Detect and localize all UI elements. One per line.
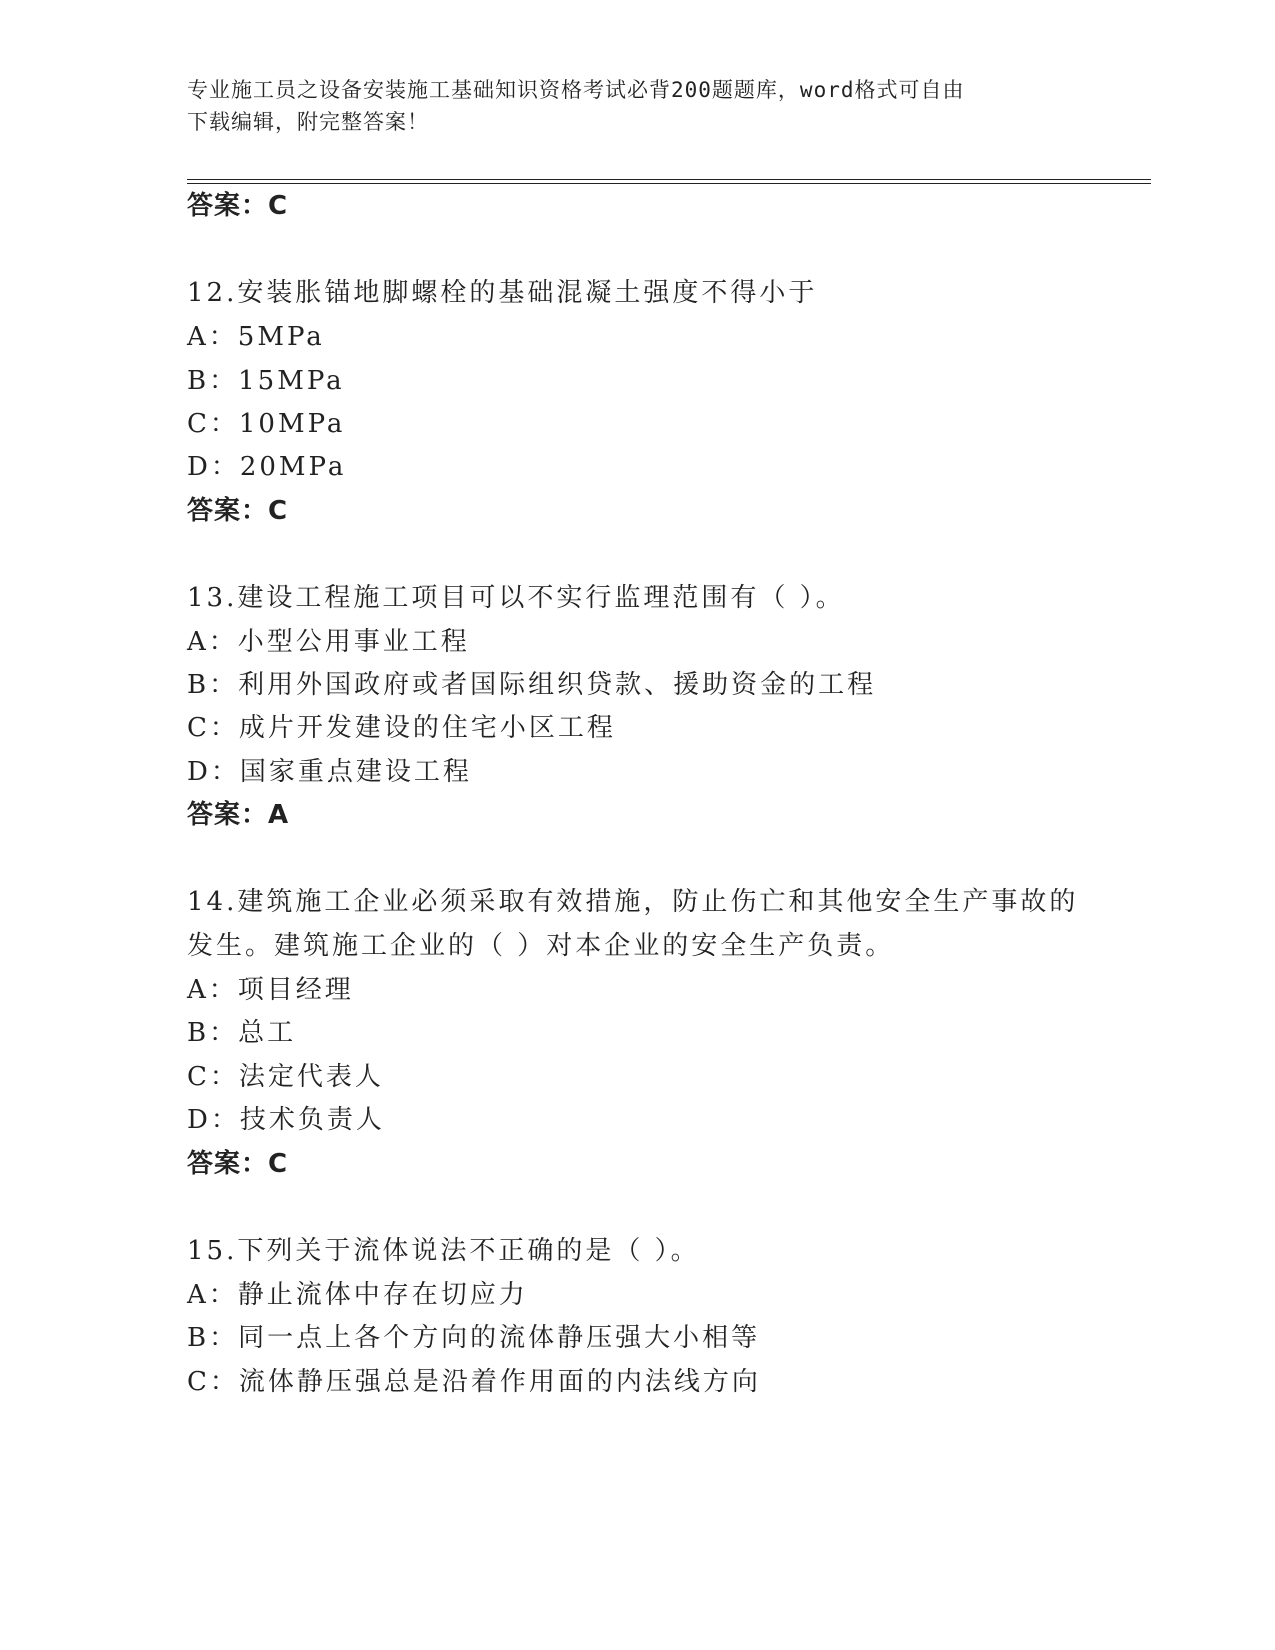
question-13-stem: 13.建设工程施工项目可以不实行监理范围有（ ）。	[187, 583, 845, 613]
question-14-stem-line-1: 14.建筑施工企业必须采取有效措施，防止伤亡和其他安全生产事故的	[187, 887, 1079, 917]
question-14-answer: 答案：C	[187, 1149, 289, 1179]
question-12-stem: 12.安装胀锚地脚螺栓的基础混凝土强度不得小于	[187, 278, 818, 308]
question-12-option-d: D：20MPa	[187, 452, 347, 482]
question-15-option-a: A：静止流体中存在切应力	[187, 1280, 528, 1310]
header-divider-top	[187, 179, 1151, 180]
question-13-option-a: A：小型公用事业工程	[187, 627, 470, 657]
document-header	[187, 74, 1087, 138]
question-14-option-d: D：技术负责人	[187, 1105, 385, 1135]
prev-answer: 答案：C	[187, 191, 289, 221]
header-line-2: 下载编辑，附完整答案！	[187, 110, 429, 134]
question-12-answer: 答案：C	[187, 496, 289, 526]
header-divider-bottom	[187, 183, 1151, 184]
question-14-option-a: A：项目经理	[187, 975, 354, 1005]
question-12-option-b: B：15MPa	[187, 366, 345, 396]
question-13-option-c: C：成片开发建设的住宅小区工程	[187, 713, 616, 743]
question-14-stem-line-2: 发生。建筑施工企业的（ ）对本企业的安全生产负责。	[187, 931, 895, 961]
question-12-option-a: A：5MPa	[187, 322, 325, 352]
question-15-option-b: B：同一点上各个方向的流体静压强大小相等	[187, 1323, 761, 1353]
question-13-answer: 答案：A	[187, 800, 290, 830]
question-13-option-d: D：国家重点建设工程	[187, 757, 472, 787]
question-15-stem: 15.下列关于流体说法不正确的是（ ）。	[187, 1236, 700, 1266]
question-14-option-c: C：法定代表人	[187, 1062, 384, 1092]
question-13-option-b: B：利用外国政府或者国际组织贷款、援助资金的工程	[187, 670, 877, 700]
header-line-1: 专业施工员之设备安装施工基础知识资格考试必背200题题库，word格式可自由	[187, 78, 965, 102]
question-12-option-c: C：10MPa	[187, 409, 346, 439]
question-15-option-c: C：流体静压强总是沿着作用面的内法线方向	[187, 1367, 761, 1397]
question-14-option-b: B：总工	[187, 1018, 297, 1048]
